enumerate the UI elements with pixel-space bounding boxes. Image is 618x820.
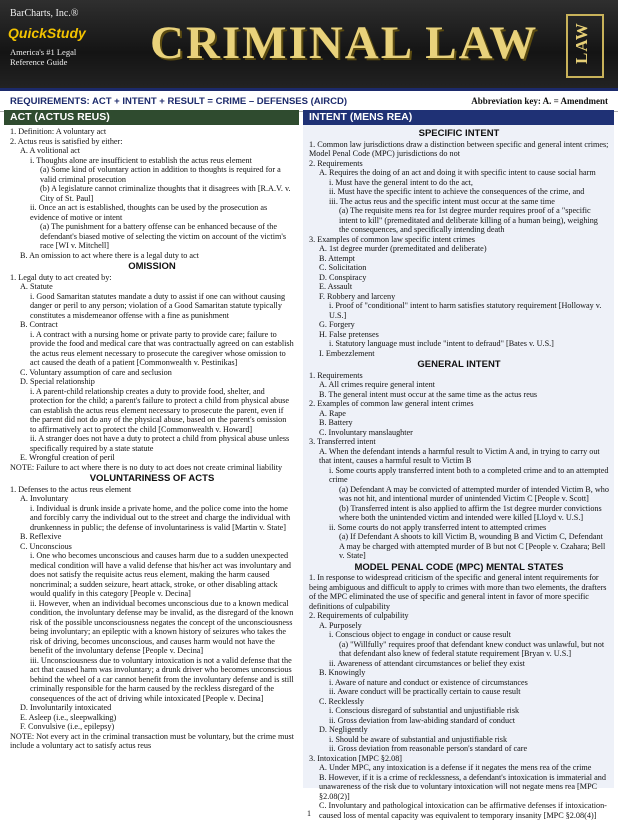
outline-item: B. Attempt [319, 253, 355, 263]
outline-item: i. A parent-child relationship creates a duty to provide food, shelter, and protection for the child; a parent's failure to protect a child from physical abuse can establish the actus reus element necessary to prosecute the parent, even if the parent did not do any of the physical abuse, based on the parent's omission to affirmatively act to protect the child [Commonwealth v. Howard] [30, 386, 290, 434]
brand-name: BarCharts, Inc.® [10, 8, 79, 19]
outline-item: ii. However, when an individual becomes unconscious due to a known medical condition, the involuntary defense may be invalid, as the disregard of the known risk of the possible unconsciousness negates the concept of the unconsciousness being involuntary; an epileptic with a known history of seizures who takes the risk of driving, becomes unconscious, and causes harm would not have the benefit of the involuntary defense [People v. Decina] [30, 598, 294, 655]
outline-item: 1. Requirements [309, 370, 363, 380]
outline-item: ii. Once an act is established, thoughts can be used by the prosecution as evidence of motive or intent [30, 203, 268, 222]
outline-item: D. Involuntarily intoxicated [20, 703, 112, 712]
subsection-title: VOLUNTARINESS OF ACTS [89, 473, 215, 484]
outline-item: i. Thoughts alone are insufficient to establish the actus reus element [30, 155, 252, 165]
left-column-body [4, 125, 299, 751]
outline-item: ii. Aware conduct will be practically certain to cause result [329, 687, 521, 696]
outline-item: B. Knowingly [319, 668, 366, 677]
outline-item: C. Involuntary and pathological intoxication can be affirmative defenses if intoxication-caused loss of mental capacity was equivalent to temporary insanity [MPC §2.08(4)] [319, 801, 607, 820]
outline-item: ii. Gross deviation from reasonable person's standard of care [329, 744, 528, 753]
outline-item: C. Unconscious [20, 541, 72, 551]
outline-item: 1. In response to widespread criticism of the specific and general intent requirements for being ambiguous and difficult to apply to crimes with more than two elements, the drafters of the MPC eliminated the use of specific and general intent in favor of more specific definitions of culpability [309, 573, 607, 611]
outline-item: A. Statute [20, 282, 53, 291]
outline-item: iii. Unconsciousness due to voluntary intoxication is not a valid defense that the act that caused harm was involuntary; a drunk driver who becomes unconscious behind the wheel of a car cannot benefit from the involuntary defense and is still criminally responsible for the harm caused by the reckless disregard of the consequences of the act of driving while intoxicated [People v. Decina] [30, 655, 294, 703]
outline-item: B. Battery [319, 418, 353, 427]
outline-item: ii. Gross deviation from law-abiding standard of conduct [329, 715, 515, 725]
outline-item: A. Under MPC, any intoxication is a defense if it negates the mens rea of the crime [319, 763, 592, 772]
outline-item: I. Embezzlement [319, 348, 375, 358]
outline-item: NOTE: Not every act in the criminal transaction must be voluntary, but the crime must include a voluntary act to satisfy actus reus [10, 731, 294, 750]
outline-item: NOTE: Failure to act where there is no duty to act does not create criminal liability [10, 462, 283, 472]
outline-item: i. Statutory language must include "intent to defraud" [Bates v. U.S.] [329, 339, 554, 348]
outline-item: C. Voluntary assumption of care and seclusion [20, 367, 172, 377]
outline-item: C. Involuntary manslaughter [319, 427, 413, 437]
outline-item: B. The general intent must occur at the same time as the actus reus [319, 389, 538, 399]
outline-item: E. Wrongful creation of peril [20, 453, 115, 462]
outline-item: 1. Common law jurisdictions draw a distinction between specific and general intent crimes; Model Penal Code (MPC) jurisdictions do not [309, 139, 609, 158]
outline-item: 1. Defenses to the actus reus element [10, 484, 132, 494]
outline-item: i. One who becomes unconscious and causes harm due to a sudden unexpected medical condition will have a valid defense that his/her act was involuntary and does not satisfy the requisite actus reus element, making the harm caused noncriminal; a sudden seizure, heart attack, stroke, or other disabling attack would qualify in this category [People v. Decina] [30, 551, 292, 598]
outline-item: A. 1st degree murder (premeditated and deliberate) [319, 244, 487, 253]
outline-item: A. A volitional act [20, 146, 81, 155]
subject-tab-label: LAW [572, 22, 591, 64]
series-logo: QuickStudy [8, 25, 86, 41]
outline-item: A. Requires the doing of an act and doing it with specific intent to cause social harm [319, 168, 596, 177]
outline-item: A. Purposely [319, 620, 362, 630]
outline-item: A. All crimes require general intent [319, 380, 435, 389]
outline-item: i. A contract with a nursing home or private party to provide care; failure to provide the food and medical care that was contractually agreed on can establish the actus reus element necessary to prosecute the caregiver whose omission to act caused the death of a patient [Commonwealth v. Pestinikas] [30, 329, 294, 367]
left-column [4, 110, 299, 788]
section-heading-intent: INTENT (MENS REA) [303, 110, 614, 125]
subject-tab [566, 14, 604, 78]
page-number: 1 [307, 809, 311, 818]
outline-item: B. Reflexive [20, 532, 62, 541]
outline-item: i. Some courts apply transferred intent both to a completed crime and to an attempted crime [329, 465, 609, 484]
abbreviation-key: Abbreviation key: A. = Amendment [471, 96, 608, 106]
subsection-title: OMISSION [128, 261, 176, 272]
outline-item: 2. Requirements [309, 158, 363, 168]
outline-item: (a) Some kind of voluntary action in addition to thoughts is required for a valid criminal prosecution [40, 165, 281, 184]
outline-item: i. Individual is drunk inside a private home, and the police come into the home and forcibly carry the individual out to the street and charge the individual with drunkenness in public; the defense of involuntariness is valid [Martin v. State] [30, 503, 291, 532]
outline-item: i. Must have the general intent to do the act, [329, 177, 473, 187]
outline-item: B. Contract [20, 320, 58, 329]
outline-item: ii. Some courts do not apply transferred intent to attempted crimes [329, 522, 547, 532]
outline-item: i. Should be aware of substantial and unjustifiable risk [329, 734, 508, 744]
outline-item: 1. Legal duty to act created by: [10, 272, 112, 282]
subsection-title: MODEL PENAL CODE (MPC) MENTAL STATES [354, 561, 564, 573]
outline-item: 2. Actus reus is satisfied by either: [10, 136, 123, 146]
right-column-body [303, 125, 614, 820]
outline-item: ii. Awareness of attendant circumstances or belief they exist [329, 658, 525, 668]
outline-item: 3. Transferred intent [309, 437, 376, 446]
outline-item: (a) "Willfully" requires proof that defendant knew conduct was unlawful, but not that defendant also knew of federal statute requirement [Bryan v. U.S.] [339, 639, 605, 658]
outline-item: B. However, if it is a crime of recklessness, a defendant's intoxication is immaterial and unawareness of the risk due to voluntary intoxication will not negate mens rea [MPC §2.08(2)] [319, 772, 606, 801]
brand-block [0, 0, 118, 88]
page-title: CRIMINAL LAW [150, 17, 539, 69]
outline-item: F. Convulsive (i.e., epilepsy) [20, 722, 115, 731]
outline-item: ii. A stranger does not have a duty to protect a child from physical abuse unless specifically required by a state statute [30, 434, 290, 453]
outline-item: 1. Definition: A voluntary act [10, 127, 107, 136]
outline-item: F. Robbery and larceny [319, 291, 396, 301]
right-column [303, 110, 614, 820]
outline-item: C. Solicitation [319, 263, 367, 272]
outline-item: (a) Defendant A may be convicted of attempted murder of intended Victim B, who was not hit, and intentional murder of unintended Victim C [People v. Scott] [339, 484, 609, 503]
requirements-bar [0, 88, 618, 112]
outline-item: (a) The punishment for a battery offense can be enhanced because of the defendant's biased motive of selecting the victim on account of the victim's race [WI v. Mitchell] [40, 222, 287, 250]
outline-item: ii. Must have the specific intent to achieve the consequences of the crime, and [329, 187, 585, 196]
outline-item: (a) If Defendant A shoots to kill Victim B, wounding B and Victim C, Defendant A may be charged with attempted murder of B but not C [People v. Czahara; Bell v. State] [339, 532, 606, 560]
subsection-title: SPECIFIC INTENT [418, 128, 500, 139]
outline-item: E. Asleep (i.e., sleepwalking) [20, 712, 117, 722]
outline-item: i. Aware of nature and conduct or existence of circumstances [329, 677, 528, 687]
subsection-title: GENERAL INTENT [417, 359, 501, 370]
outline-item: B. An omission to act where there is a legal duty to act [20, 250, 199, 260]
section-heading-act: ACT (ACTUS REUS) [4, 110, 299, 125]
outline-item: H. False pretenses [319, 329, 379, 339]
outline-item: iii. The actus reus and the specific intent must occur at the same time [329, 196, 555, 206]
outline-item: A. When the defendant intends a harmful result to Victim A and, in trying to carry out that intent, causes a harmful result to Victim B [319, 446, 600, 465]
outline-item: D. Negligently [319, 725, 368, 734]
brand-tagline: America's #1 Legal Reference Guide [10, 47, 77, 67]
outline-item: (b) A legislature cannot criminalize thoughts that it disagrees with [R.A.V. v. City of St. Paul] [40, 184, 291, 203]
outline-item: 2. Requirements of culpability [309, 611, 409, 620]
outline-item: D. Special relationship [20, 377, 95, 386]
outline-item: (a) The requisite mens rea for 1st degree murder requires proof of a "specific intent to kill" (premeditated and deliberate killing of a human being), weighing the consequences, and specifically intending death [339, 206, 598, 234]
outline-item: (b) Transferred intent is also applied to affirm the 1st degree murder convictions where both the unintended victim and intended were killed [Lloyd v. U.S.] [339, 503, 602, 522]
outline-item: E. Assault [319, 282, 353, 291]
outline-item: C. Recklessly [319, 696, 365, 706]
outline-item: A. Rape [319, 408, 346, 418]
outline-item: i. Proof of "conditional" intent to harm satisfies statutory requirement [Holloway v. U.S.] [329, 301, 602, 320]
outline-item: 2. Examples of common law general intent crimes [309, 399, 474, 408]
outline-item: 3. Examples of common law specific intent crimes [309, 234, 475, 244]
outline-item: i. Conscious disregard of substantial and unjustifiable risk [329, 706, 520, 715]
outline-item: i. Conscious object to engage in conduct or cause result [329, 630, 511, 639]
header-banner [0, 0, 618, 88]
outline-item: A. Involuntary [20, 494, 69, 503]
outline-item: D. Conspiracy [319, 272, 367, 282]
outline-item: i. Good Samaritan statutes mandate a duty to assist if one can without causing danger or peril to any person; violation of a Good Samaritan statute typically constitutes a misdemeanor offense with a fine as punishment [30, 291, 286, 320]
outline-item: 3. Intoxication [MPC §2.08] [309, 753, 403, 763]
outline-item: G. Forgery [319, 320, 355, 329]
requirements-formula: REQUIREMENTS: ACT + INTENT + RESULT = CRIME – DEFENSES (AIRCD) [10, 95, 348, 107]
